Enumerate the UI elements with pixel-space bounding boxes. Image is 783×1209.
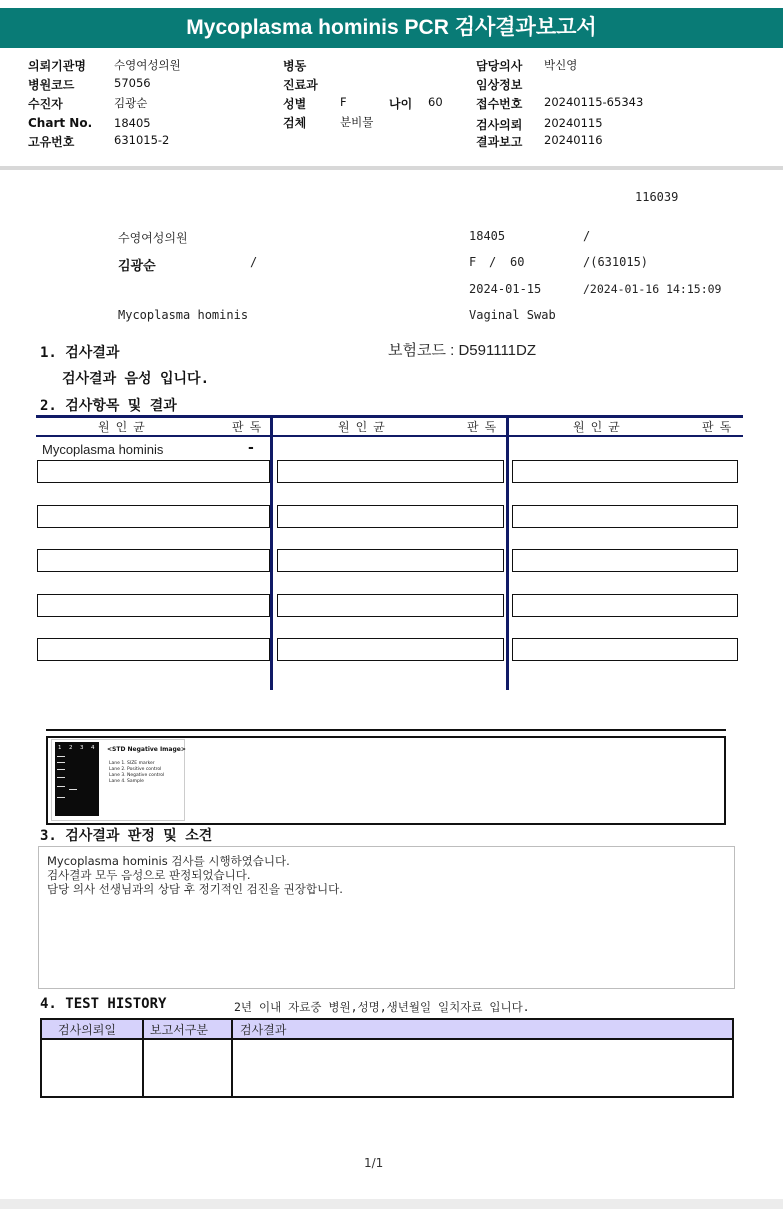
- body-specimen: Vaginal Swab: [469, 308, 556, 322]
- insurance-code: 보험코드 : D591111DZ: [388, 342, 537, 359]
- body-slash: /: [250, 255, 258, 269]
- table-column-divider: [270, 415, 273, 690]
- section1-heading: 1. 검사결과: [40, 345, 120, 361]
- header-value: 20240115-65343: [544, 95, 644, 109]
- history-col-header: 검사의뢰일: [58, 1023, 116, 1037]
- gel-section-rule: [46, 729, 726, 731]
- result-cell: [37, 460, 270, 483]
- header-value: 20240116: [544, 133, 603, 147]
- header-label: 고유번호: [28, 135, 75, 149]
- history-col-header: 검사결과: [240, 1023, 287, 1037]
- col-header-pathogen: 원인균: [338, 420, 391, 434]
- header-value: 631015-2: [114, 133, 170, 147]
- result-cell: [277, 505, 504, 528]
- gel-lane-label: Lane 4. Sample: [109, 779, 144, 784]
- result-cell: [37, 549, 270, 572]
- body-sex: F: [469, 255, 477, 269]
- header-value: F: [340, 95, 347, 109]
- age-value: 60: [428, 95, 443, 109]
- header-label: 접수번호: [476, 97, 523, 111]
- body-patient-name: 김광순: [118, 259, 156, 274]
- col-header-pathogen: 원인균: [573, 420, 626, 434]
- result-summary: 검사결과 음성 입니다.: [62, 371, 210, 387]
- body-id: /(631015): [583, 255, 649, 269]
- history-header-row: [42, 1020, 732, 1038]
- gel-image: [55, 742, 99, 816]
- result-cell: [512, 549, 738, 572]
- section2-heading: 2. 검사항목 및 결과: [40, 398, 177, 414]
- result-cell: [37, 594, 270, 617]
- gel-lane-number: 1: [58, 745, 62, 751]
- result-cell: [277, 460, 504, 483]
- result-cell: [277, 638, 504, 661]
- history-col-header: 보고서구분: [150, 1023, 208, 1037]
- gel-lane-number: 2: [69, 745, 73, 751]
- header-value: 20240115: [544, 116, 603, 130]
- page-bottom-strip: [0, 1199, 783, 1209]
- body-chart-no: 18405: [469, 229, 506, 243]
- result-cell: [277, 549, 504, 572]
- header-label: 검사의뢰: [476, 118, 523, 132]
- report-code: 116039: [635, 190, 679, 204]
- result-cell: [512, 505, 738, 528]
- gel-lane-label: Lane 1. SIZE marker: [109, 761, 155, 766]
- history-header-rule: [42, 1038, 732, 1040]
- result-cell: [37, 638, 270, 661]
- header-label: 병원코드: [28, 78, 75, 92]
- gel-caption: <STD Negative Image>: [107, 746, 186, 753]
- col-header-judgement: 판독: [467, 420, 503, 434]
- header-label: Chart No.: [28, 116, 93, 130]
- header-divider: [0, 166, 783, 170]
- section4-heading: 4. TEST HISTORY: [40, 996, 167, 1012]
- result-cell: [277, 594, 504, 617]
- header-value: 57056: [114, 76, 151, 90]
- table-header-rule: [36, 435, 743, 437]
- body-hospital: 수영여성의원: [118, 231, 188, 245]
- header-value: 김광순: [114, 96, 148, 110]
- body-slash: /: [583, 229, 591, 243]
- gel-lane-label: Lane 3. Negative control: [109, 773, 165, 778]
- body-test-name: Mycoplasma hominis: [118, 308, 249, 322]
- col-header-judgement: 판독: [702, 420, 738, 434]
- table-row-result: -: [248, 440, 254, 456]
- page-number: 1/1: [364, 1156, 384, 1170]
- table-row-pathogen: Mycoplasma hominis: [42, 442, 164, 457]
- body-report-datetime: /2024-01-16 14:15:09: [583, 282, 722, 296]
- result-cell: [37, 505, 270, 528]
- report-title: Mycoplasma hominis PCR 검사결과보고서: [0, 8, 783, 48]
- header-label: 담당의사: [476, 59, 523, 73]
- gel-lane-number: 4: [91, 745, 95, 751]
- opinion-line: 담당 의사 선생님과의 상담 후 정기적인 검진을 권장합니다.: [47, 882, 343, 896]
- header-label: 임상정보: [476, 78, 523, 92]
- col-header-judgement: 판독: [232, 420, 268, 434]
- body-age: 60: [510, 255, 525, 269]
- col-header-pathogen: 원인균: [98, 420, 151, 434]
- header-label: 결과보고: [476, 135, 523, 149]
- gel-lane-label: Lane 2. Positive control: [109, 767, 162, 772]
- history-col-divider: [231, 1018, 233, 1098]
- gel-lane-number: 3: [80, 745, 84, 751]
- result-cell: [512, 594, 738, 617]
- header-label: 수진자: [28, 97, 63, 111]
- body-slash: /: [489, 255, 497, 269]
- table-column-divider: [506, 415, 509, 690]
- opinion-line: 검사결과 모두 음성으로 판정되었습니다.: [47, 868, 251, 882]
- opinion-line: Mycoplasma hominis 검사를 시행하였습니다.: [47, 854, 290, 868]
- history-col-divider: [142, 1018, 144, 1098]
- header-label: 병동: [283, 59, 307, 73]
- age-label: 나이: [389, 97, 413, 111]
- result-cell: [512, 638, 738, 661]
- header-value: 분비물: [340, 115, 374, 129]
- result-cell: [512, 460, 738, 483]
- header-value: 수영여성의원: [114, 58, 181, 72]
- header-label: 의뢰기관명: [28, 59, 86, 73]
- header-label: 진료과: [283, 78, 318, 92]
- body-request-date: 2024-01-15: [469, 282, 542, 296]
- header-value: 18405: [114, 116, 151, 130]
- history-note: 2년 이내 자료중 병원,성명,생년월일 일치자료 입니다.: [234, 1000, 530, 1014]
- section3-heading: 3. 검사결과 판정 및 소견: [40, 828, 213, 844]
- header-label: 검체: [283, 116, 307, 130]
- header-label: 성별: [283, 97, 307, 111]
- header-value: 박신영: [544, 58, 578, 72]
